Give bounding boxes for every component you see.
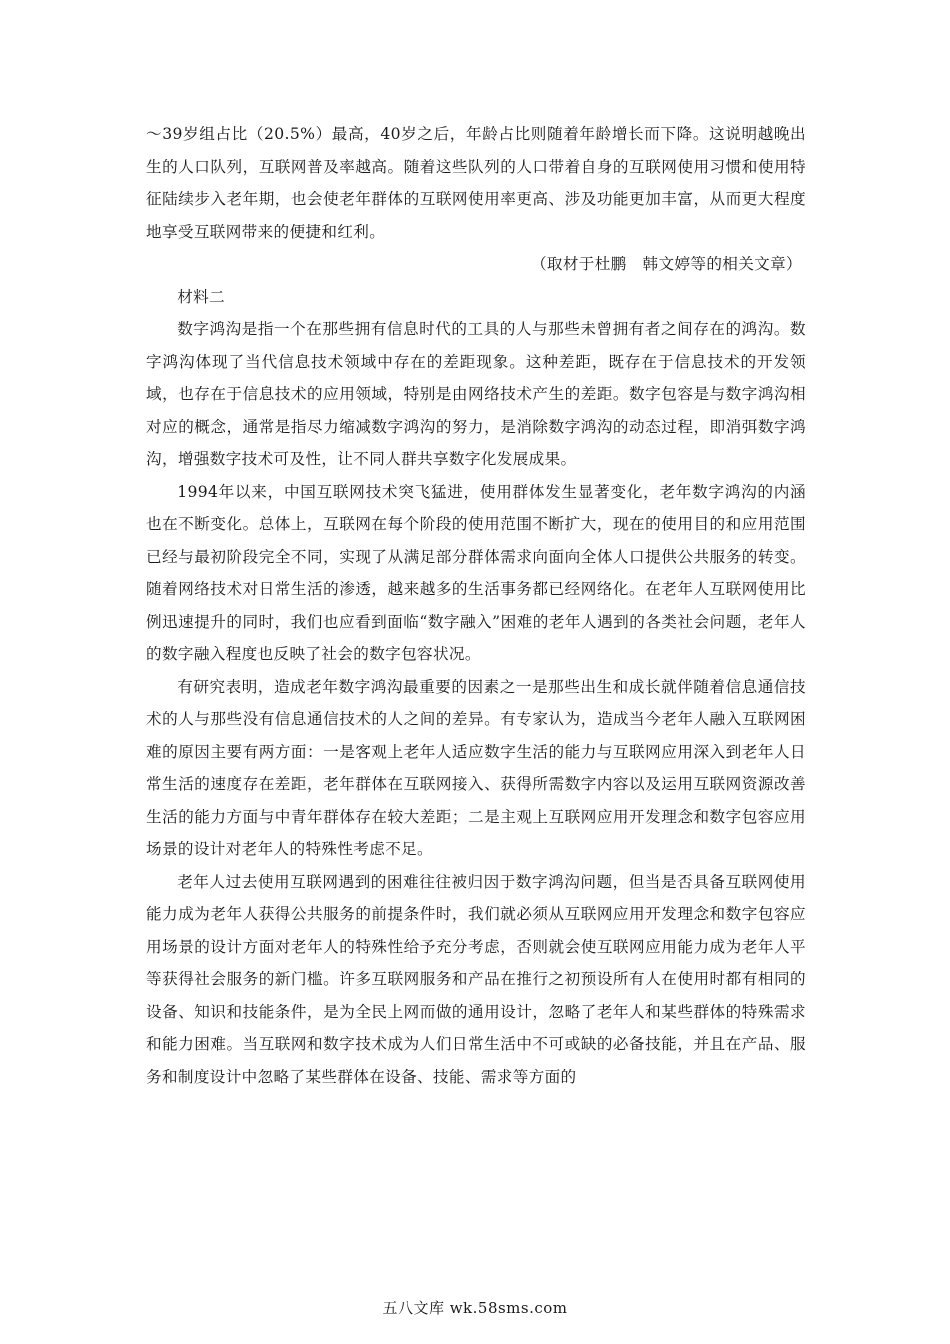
document-body bbox=[146, 118, 806, 1093]
paragraph-continuation: ～39岁组占比（20.5%）最高，40岁之后，年龄占比则随着年龄增长而下降。这说明越晚出生的人口队列，互联网普及率越高。随着这些队列的人口带着自身的互联网使用习惯和使用特征陆续步入老年期，也会使老年群体的互联网使用率更高、涉及功能更加丰富，从而更大程度地享受互联网带来的便捷和红利。 bbox=[146, 125, 806, 241]
paragraph-digital-divide: 数字鸿沟是指一个在那些拥有信息时代的工具的人与那些未曾拥有者之间存在的鸿沟。数字鸿沟体现了当代信息技术领域中存在的差距现象。这种差距，既存在于信息技术的开发领域，也存在于信息技术的应用领域，特别是由网络技术产生的差距。数字包容是与数字鸿沟相对应的概念，通常是指尽力缩减数字鸿沟的努力，是消除数字鸿沟的动态过程，即消弭数字鸿沟，增强数字技术可及性，让不同人群共享数字化发展成果。 bbox=[146, 320, 806, 468]
section-heading: 材料二 bbox=[177, 287, 226, 306]
paragraph-internet-history: 1994年以来，中国互联网技术突飞猛进，使用群体发生显著变化，老年数字鸿沟的内涵也在不断变化。总体上，互联网在每个阶段的使用范围不断扩大，现在的使用目的和应用范围已经与最初阶段完全不同，实现了从满足部分群体需求向面向全体人口提供公共服务的转变。随着网络技术对日常生活的渗透，越来越多的生活事务都已经网络化。在老年人互联网使用比例迅速提升的同时，我们也应看到面临“数字融入”困难的老年人遇到的各类社会问题，老年人的数字融入程度也反映了社会的数字包容状况。 bbox=[146, 482, 806, 663]
source-citation: （取材于杜鹏 韩文婷等的相关文章） bbox=[530, 255, 802, 273]
paragraph-research: 有研究表明，造成老年数字鸿沟最重要的因素之一是那些出生和成长就伴随着信息通信技术的人与那些没有信息通信技术的人之间的差异。有专家认为，造成当今老年人融入互联网困难的原因主要有两方面：一是客观上老年人适应数字生活的能力与互联网应用深入到老年人日常生活的速度存在差距，老年群体在互联网接入、获得所需数字内容以及运用互联网资源改善生活的能力方面与中青年群体存在较大差距；二是主观上互联网应用开发理念和数字包容应用场景的设计对老年人的特殊性考虑不足。 bbox=[146, 677, 806, 858]
footer-watermark: 五八文库 wk.58sms.com bbox=[382, 1299, 568, 1317]
paragraph-difficulties: 老年人过去使用互联网遇到的困难往往被归因于数字鸿沟问题，但当是否具备互联网使用能力成为老年人获得公共服务的前提条件时，我们就必须从互联网应用开发理念和数字包容应用场景的设计方面对老年人的特殊性给予充分考虑，否则就会使互联网应用能力成为老年人平等获得社会服务的新门槛。许多互联网服务和产品在推行之初预设所有人在使用时都有相同的设备、知识和技能条件，是为全民上网而做的通用设计，忽略了老年人和某些群体的特殊需求和能力困难。当互联网和数字技术成为人们日常生活中不可或缺的必备技能，并且在产品、服务和制度设计中忽略了某些群体在设备、技能、需求等方面的 bbox=[146, 872, 806, 1086]
